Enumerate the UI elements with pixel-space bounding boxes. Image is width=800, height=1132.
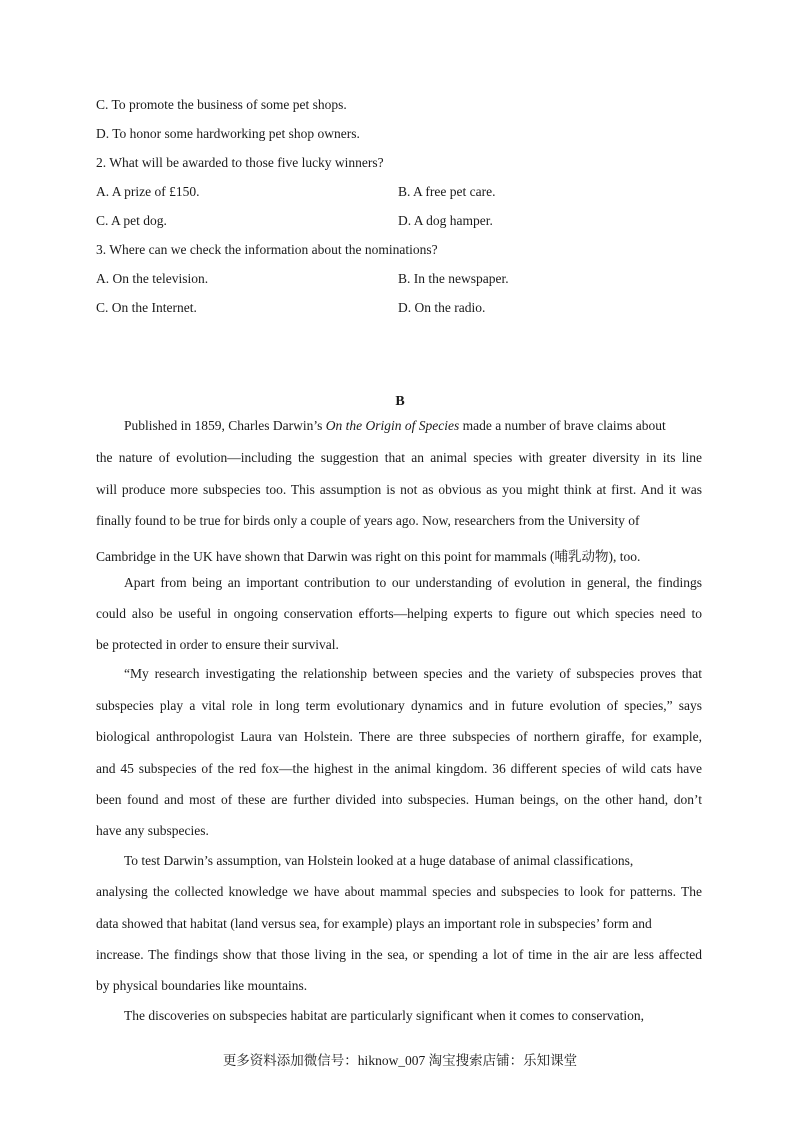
q3-option-d: D. On the radio.	[398, 300, 486, 315]
paragraph-1-line-1: Published in 1859, Charles Darwin’s On the Origin of Species made a number of brave claims about	[124, 418, 666, 433]
paragraph-1-line: finally found to be true for birds only a couple of years ago. Now, researchers from the University of	[96, 513, 640, 528]
paragraph-4-line: analysing the collected knowledge we have about mammal species and subspecies to look for patterns. The	[96, 884, 702, 899]
paragraph-1-line: Cambridge in the UK have shown that Darwin was right on this point for mammals (哺乳动物), too.	[96, 549, 641, 564]
paragraph-3-line: subspecies play a vital role in long term evolutionary dynamics and in future evolution of species,” says	[96, 698, 702, 713]
paragraph-4-line: by physical boundaries like mountains.	[96, 978, 308, 993]
paragraph-3-line: been found and most of these are further divided into subspecies. Human beings, on the other hand, don’t	[96, 792, 702, 807]
paragraph-5-line: The discoveries on subspecies habitat are particularly significant when it comes to conservation,	[124, 1008, 644, 1023]
paragraph-1-line: the nature of evolution—including the suggestion that an animal species with greater diversity in its line	[96, 450, 702, 465]
q2-stem: 2. What will be awarded to those five lucky winners?	[96, 155, 384, 170]
q3-option-b: B. In the newspaper.	[398, 271, 509, 286]
paragraph-3-line: “My research investigating the relationship between species and the variety of subspecies proves that	[124, 666, 702, 681]
q1-option-d: D. To honor some hardworking pet shop owners.	[96, 126, 360, 141]
paragraph-3-line: biological anthropologist Laura van Holstein. There are three subspecies of northern giraffe, for example,	[96, 729, 702, 744]
q2-option-a: A. A prize of £150.	[96, 184, 200, 199]
paragraph-3-line: and 45 subspecies of the red fox—the highest in the animal kingdom. 36 different species of wild cats have	[96, 761, 702, 776]
paragraph-1-line: will produce more subspecies too. This assumption is not as obvious as you might think at first. And it was	[96, 482, 702, 497]
paragraph-3-line: have any subspecies.	[96, 823, 209, 838]
page-footer: 更多资料添加微信号：hiknow_007 淘宝搜索店铺：乐知课堂	[222, 1053, 578, 1068]
paragraph-4-line: increase. The findings show that those living in the sea, or spending a lot of time in the air are less affected	[96, 947, 702, 962]
paragraph-4-line: data showed that habitat (land versus sea, for example) plays an important role in subspecies’ form and	[96, 916, 652, 931]
section-heading: B	[395, 394, 405, 409]
q3-stem: 3. Where can we check the information about the nominations?	[96, 242, 438, 257]
paragraph-2-line: could also be useful in ongoing conservation efforts—helping experts to figure out which species need to	[96, 606, 702, 621]
q3-option-a: A. On the television.	[96, 271, 209, 286]
q3-option-c: C. On the Internet.	[96, 300, 197, 315]
paragraph-2-line: be protected in order to ensure their survival.	[96, 637, 339, 652]
q2-option-c: C. A pet dog.	[96, 213, 167, 228]
paragraph-2-line: Apart from being an important contribution to our understanding of evolution in general, the findings	[124, 575, 702, 590]
q2-option-b: B. A free pet care.	[398, 184, 496, 199]
q2-option-d: D. A dog hamper.	[398, 213, 493, 228]
book-title: On the Origin of Species	[325, 418, 460, 433]
paragraph-4-line: To test Darwin’s assumption, van Holstein looked at a huge database of animal classifications,	[124, 853, 634, 868]
q1-option-c: C. To promote the business of some pet shops.	[96, 97, 347, 112]
